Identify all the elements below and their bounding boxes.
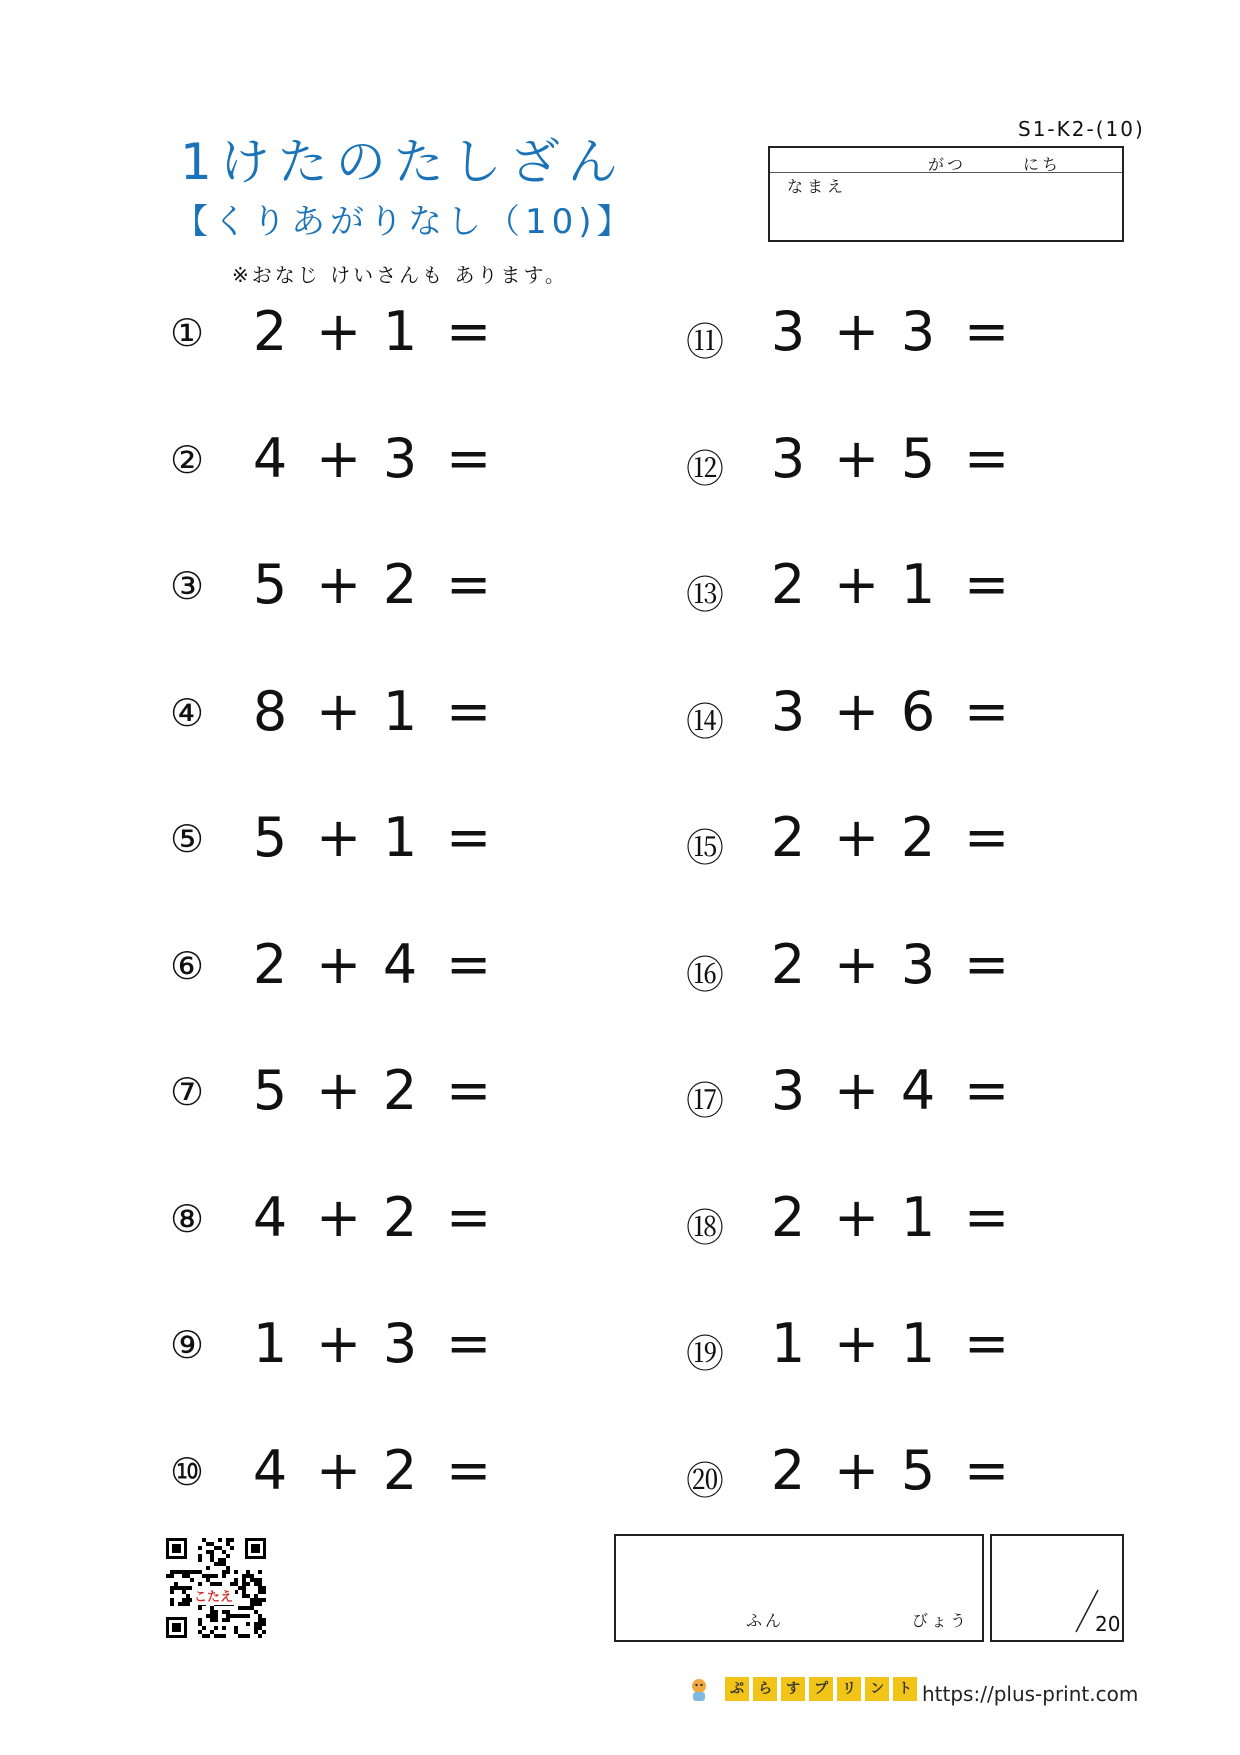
- logo-tile: リ: [837, 1677, 861, 1701]
- problem-number: ③: [169, 564, 205, 608]
- worksheet-subtitle: 【くりあがりなし（10)】: [174, 202, 636, 242]
- mascot-icon: [686, 1676, 712, 1702]
- problem-number: ①: [169, 311, 205, 355]
- addend-a: 2: [770, 553, 806, 616]
- plus-sign: +: [834, 932, 880, 996]
- day-label: にち: [1023, 155, 1062, 174]
- problem-number: ⑤: [169, 817, 205, 861]
- problem-number: ⑧: [169, 1196, 205, 1241]
- addend-a: 3: [770, 300, 806, 363]
- score-box: [990, 1534, 1124, 1642]
- score-total: 20: [1095, 1612, 1121, 1636]
- addend-a: 3: [770, 679, 806, 743]
- addend-b: 1: [900, 1185, 936, 1249]
- plus-sign: +: [834, 1438, 880, 1502]
- equals-sign: =: [446, 426, 492, 490]
- equals-sign: =: [964, 1438, 1010, 1502]
- equals-sign: =: [446, 1185, 492, 1249]
- addend-a: 2: [770, 1438, 806, 1502]
- equals-sign: =: [964, 932, 1010, 996]
- addend-b: 2: [382, 553, 418, 616]
- addend-b: 2: [382, 1185, 418, 1249]
- problem-number: ④: [169, 690, 205, 735]
- equals-sign: =: [964, 1312, 1010, 1375]
- logo-text: [725, 1679, 921, 1698]
- problem-number: ⑨: [169, 1323, 205, 1367]
- addend-a: 8: [252, 679, 288, 743]
- problem-number: ⑰: [685, 1079, 724, 1123]
- addend-b: 2: [382, 1438, 418, 1502]
- problem-number: ⑩: [169, 1449, 205, 1494]
- equals-sign: =: [446, 1312, 492, 1375]
- plus-sign: +: [834, 553, 880, 616]
- plus-sign: +: [834, 300, 880, 363]
- plus-sign: +: [834, 426, 880, 490]
- month-label: がつ: [928, 155, 967, 174]
- problem-number: ⑬: [685, 573, 724, 617]
- problem-number: ⑯: [685, 952, 724, 997]
- plus-sign: +: [834, 1312, 880, 1375]
- problem-number: ⑪: [685, 320, 724, 364]
- plus-sign: +: [834, 679, 880, 743]
- addend-a: 5: [252, 1059, 288, 1122]
- addend-a: 5: [252, 553, 288, 616]
- addend-a: 4: [252, 1438, 288, 1502]
- problem-number: ⑱: [685, 1205, 724, 1250]
- addend-a: 4: [252, 1185, 288, 1249]
- logo-tile: プ: [809, 1677, 833, 1701]
- equals-sign: =: [964, 553, 1010, 616]
- problem-number: ⑳: [685, 1458, 724, 1503]
- addend-b: 1: [382, 806, 418, 869]
- addend-a: 3: [770, 1059, 806, 1122]
- problem-number: ⑮: [685, 826, 724, 870]
- equals-sign: =: [446, 932, 492, 996]
- addend-a: 2: [252, 300, 288, 363]
- plus-sign: +: [316, 806, 362, 869]
- plus-sign: +: [316, 426, 362, 490]
- logo-tile: ぷ: [725, 1677, 749, 1701]
- addend-a: 1: [770, 1312, 806, 1375]
- plus-sign: +: [834, 806, 880, 869]
- addend-b: 3: [900, 932, 936, 996]
- equals-sign: =: [446, 300, 492, 363]
- plus-sign: +: [316, 1059, 362, 1122]
- addend-a: 2: [252, 932, 288, 996]
- addend-b: 5: [900, 1438, 936, 1502]
- site-logo: [686, 1676, 921, 1706]
- equals-sign: =: [446, 1438, 492, 1502]
- addend-b: 6: [900, 679, 936, 743]
- addend-a: 4: [252, 426, 288, 490]
- worksheet-title: 1けたのたしざん: [180, 133, 626, 191]
- minutes-label: ふん: [746, 1611, 785, 1630]
- plus-sign: +: [316, 679, 362, 743]
- equals-sign: =: [446, 1059, 492, 1122]
- problem-number: ⑫: [685, 446, 724, 491]
- addend-b: 1: [900, 1312, 936, 1375]
- plus-sign: +: [834, 1185, 880, 1249]
- plus-sign: +: [316, 1312, 362, 1375]
- addend-b: 3: [382, 426, 418, 490]
- plus-sign: +: [316, 1438, 362, 1502]
- addend-b: 3: [900, 300, 936, 363]
- addend-b: 2: [900, 806, 936, 869]
- plus-sign: +: [316, 1185, 362, 1249]
- seconds-label: びょう: [912, 1611, 970, 1630]
- equals-sign: =: [446, 553, 492, 616]
- equals-sign: =: [446, 806, 492, 869]
- worksheet-code: S1-K2-(10): [1018, 117, 1145, 141]
- equals-sign: =: [964, 1059, 1010, 1122]
- plus-sign: +: [316, 300, 362, 363]
- addend-a: 2: [770, 932, 806, 996]
- equals-sign: =: [964, 1185, 1010, 1249]
- addend-a: 2: [770, 1185, 806, 1249]
- logo-tile: ら: [753, 1677, 777, 1701]
- qr-answer-label: こたえ: [192, 1586, 235, 1605]
- date-row: [770, 148, 1122, 173]
- logo-tile: す: [781, 1677, 805, 1701]
- addend-a: 5: [252, 806, 288, 869]
- equals-sign: =: [964, 679, 1010, 743]
- problem-number: ⑲: [685, 1332, 724, 1376]
- addend-b: 3: [382, 1312, 418, 1375]
- addend-b: 1: [382, 300, 418, 363]
- addend-b: 1: [900, 553, 936, 616]
- addend-a: 1: [252, 1312, 288, 1375]
- problem-number: ⑥: [169, 943, 205, 988]
- addend-a: 2: [770, 806, 806, 869]
- time-box: [614, 1534, 984, 1642]
- equals-sign: =: [446, 679, 492, 743]
- equals-sign: =: [964, 300, 1010, 363]
- addend-b: 1: [382, 679, 418, 743]
- plus-sign: +: [316, 932, 362, 996]
- addend-b: 2: [382, 1059, 418, 1122]
- logo-tile: ト: [893, 1677, 917, 1701]
- addend-b: 5: [900, 426, 936, 490]
- worksheet-note: ※おなじ けいさんも あります。: [232, 263, 568, 287]
- addend-b: 4: [382, 932, 418, 996]
- plus-sign: +: [834, 1059, 880, 1122]
- equals-sign: =: [964, 806, 1010, 869]
- addend-a: 3: [770, 426, 806, 490]
- site-url: https://plus-print.com: [922, 1682, 1139, 1706]
- addend-b: 4: [900, 1059, 936, 1122]
- problem-number: ⑭: [685, 699, 724, 744]
- name-label: なまえ: [787, 177, 848, 196]
- problem-number: ⑦: [169, 1070, 205, 1114]
- equals-sign: =: [964, 426, 1010, 490]
- name-date-box: [768, 146, 1124, 242]
- plus-sign: +: [316, 553, 362, 616]
- logo-tile: ン: [865, 1677, 889, 1701]
- problem-number: ②: [169, 437, 205, 482]
